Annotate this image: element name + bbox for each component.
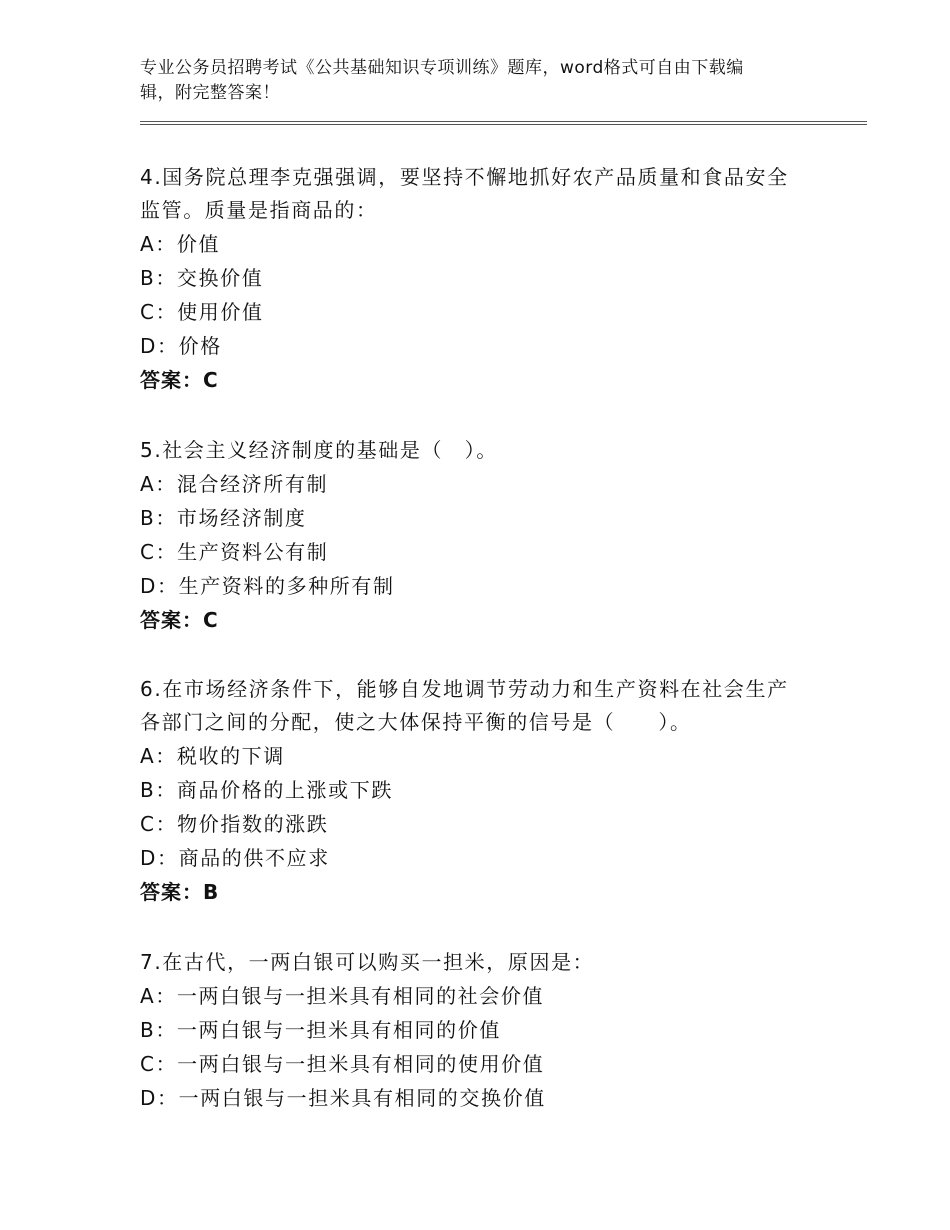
option-a: A：价值 bbox=[140, 232, 221, 256]
option-b: B：商品价格的上涨或下跌 bbox=[140, 778, 393, 802]
question-7 bbox=[140, 946, 820, 1115]
header-line-1: 专业公务员招聘考试《公共基础知识专项训练》题库，word格式可自由下载编 bbox=[140, 58, 744, 78]
question-6 bbox=[140, 673, 820, 909]
option-b: B：交换价值 bbox=[140, 266, 264, 290]
option-a: A：混合经济所有制 bbox=[140, 472, 329, 496]
option-a: A：税收的下调 bbox=[140, 744, 285, 768]
option-c: C：物价指数的涨跌 bbox=[140, 812, 329, 836]
question-stem bbox=[140, 161, 820, 227]
document-header bbox=[140, 56, 790, 106]
question-4 bbox=[140, 161, 820, 397]
option-b: B：一两白银与一担米具有相同的价值 bbox=[140, 1018, 501, 1042]
question-stem-line: 6.在市场经济条件下，能够自发地调节劳动力和生产资料在社会生产 bbox=[140, 677, 789, 701]
option-a: A：一两白银与一担米具有相同的社会价值 bbox=[140, 984, 545, 1008]
option-d: D：价格 bbox=[140, 334, 222, 358]
question-stem-line: 监管。质量是指商品的： bbox=[140, 198, 378, 222]
answer-label: 答案：C bbox=[140, 608, 219, 632]
header-rule-bottom bbox=[140, 124, 867, 125]
question-stem-line: 7.在古代，一两白银可以购买一担米，原因是： bbox=[140, 950, 595, 974]
question-stem bbox=[140, 946, 820, 979]
answer-label: 答案：B bbox=[140, 880, 220, 904]
option-d: D：商品的供不应求 bbox=[140, 846, 330, 870]
question-5 bbox=[140, 434, 820, 637]
option-c: C：生产资料公有制 bbox=[140, 540, 329, 564]
question-stem-line: 5.社会主义经济制度的基础是（ ）。 bbox=[140, 438, 498, 462]
option-c: C：一两白银与一担米具有相同的使用价值 bbox=[140, 1052, 545, 1076]
header-line-2: 辑，附完整答案！ bbox=[140, 83, 280, 103]
option-d: D：生产资料的多种所有制 bbox=[140, 574, 395, 598]
question-stem bbox=[140, 673, 820, 739]
header-rule-top bbox=[140, 121, 867, 122]
option-c: C：使用价值 bbox=[140, 300, 264, 324]
question-stem bbox=[140, 434, 820, 467]
question-stem-line: 各部门之间的分配，使之大体保持平衡的信号是（ ）。 bbox=[140, 710, 692, 734]
option-d: D：一两白银与一担米具有相同的交换价值 bbox=[140, 1086, 546, 1110]
question-stem-line: 4.国务院总理李克强强调，要坚持不懈地抓好农产品质量和食品安全 bbox=[140, 165, 789, 189]
answer-label: 答案：C bbox=[140, 368, 219, 392]
option-b: B：市场经济制度 bbox=[140, 506, 307, 530]
